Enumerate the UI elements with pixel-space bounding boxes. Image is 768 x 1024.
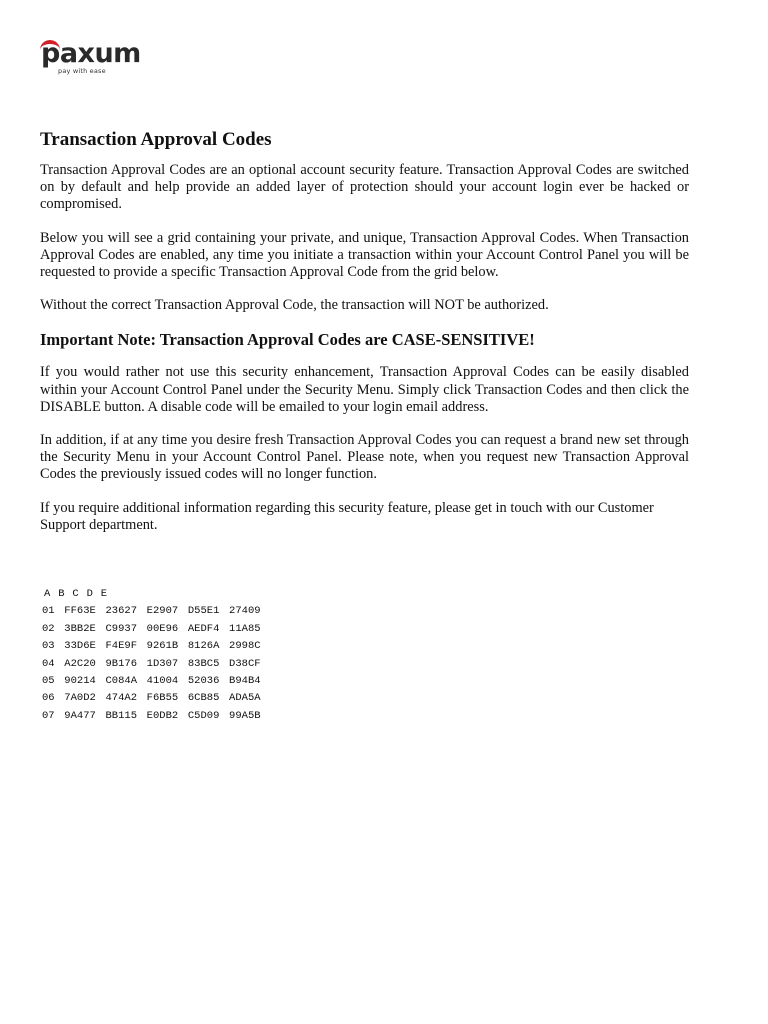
grid-code-cell: 7A0D2 bbox=[58, 692, 96, 705]
grid-column-header: D bbox=[86, 588, 93, 600]
grid-code-cell: 9B176 bbox=[99, 657, 137, 670]
grid-code-cell: F4E9F bbox=[99, 640, 137, 653]
logo-wordmark: paxum bbox=[41, 38, 141, 69]
grid-column-header: B bbox=[58, 588, 65, 600]
grid-row bbox=[42, 638, 264, 655]
grid-code-cell: 41004 bbox=[140, 675, 179, 688]
grid-row-label: 03 bbox=[42, 640, 55, 653]
logo-tagline: pay with ease bbox=[58, 67, 106, 75]
grid-code-cell: 3BB2E bbox=[58, 622, 96, 635]
grid-code-cell: 1D307 bbox=[140, 657, 179, 670]
grid-row bbox=[42, 673, 264, 690]
grid-row bbox=[42, 708, 264, 725]
grid-code-cell: 33D6E bbox=[58, 640, 96, 653]
grid-code-cell: 6CB85 bbox=[181, 692, 220, 705]
grid-header-row bbox=[42, 586, 264, 603]
grid-row-label: 01 bbox=[42, 605, 55, 618]
paragraph-support-contact: If you require additional information regarding this security feature, please get in touch with our Customer Support department. bbox=[40, 499, 654, 533]
grid-row bbox=[42, 603, 264, 620]
grid-column-header: E bbox=[100, 588, 108, 600]
grid-code-cell: 52036 bbox=[181, 675, 220, 688]
grid-code-cell: C084A bbox=[99, 675, 137, 688]
grid-row bbox=[42, 621, 264, 638]
grid-code-cell: C5D09 bbox=[181, 709, 220, 722]
grid-code-cell: 90214 bbox=[58, 675, 96, 688]
grid-code-cell: 11A85 bbox=[222, 622, 261, 635]
approval-code-grid bbox=[42, 586, 264, 725]
paxum-logo bbox=[38, 38, 150, 78]
grid-code-cell: 00E96 bbox=[140, 622, 179, 635]
important-note: Important Note: Transaction Approval Codes are CASE-SENSITIVE! bbox=[40, 330, 535, 350]
grid-row-label: 07 bbox=[42, 709, 55, 722]
paragraph-grid-explanation: Below you will see a grid containing your private, and unique, Transaction Approval Codes. When Transaction Approval Codes are enabled, any time you initiate a transaction within your Account Control Panel you will be requested to provide a specific Transaction Approval Code from the grid below. bbox=[40, 229, 689, 281]
grid-code-cell: C9937 bbox=[99, 622, 137, 635]
grid-code-cell: F6B55 bbox=[140, 692, 179, 705]
grid-code-cell: 474A2 bbox=[99, 692, 137, 705]
paragraph-fresh-codes: In addition, if at any time you desire fresh Transaction Approval Codes you can request a brand new set through the Security Menu in your Account Control Panel. Please note, when you request new Transaction Approval Codes the previously issued codes will no longer function. bbox=[40, 432, 689, 483]
grid-row bbox=[42, 690, 264, 707]
grid-column-header: A bbox=[44, 588, 51, 600]
grid-code-cell: B94B4 bbox=[222, 675, 261, 688]
grid-code-cell: 23627 bbox=[99, 605, 137, 618]
grid-row-label: 06 bbox=[42, 692, 55, 705]
grid-code-cell: ADA5A bbox=[222, 692, 261, 705]
grid-code-cell: D38CF bbox=[222, 657, 261, 670]
grid-code-cell: 27409 bbox=[222, 605, 261, 618]
grid-code-cell: FF63E bbox=[58, 605, 96, 618]
grid-code-cell: BB115 bbox=[99, 709, 137, 722]
grid-code-cell: 2998C bbox=[222, 640, 261, 653]
paragraph-authorization-warning: Without the correct Transaction Approval Code, the transaction will NOT be authorized. bbox=[40, 297, 549, 314]
paragraph-disable-instructions: If you would rather not use this security enhancement, Transaction Approval Codes can be easily disabled within your Account Control Panel under the Security Menu. Simply click Transaction Codes and then click the DISABLE button. A disable code will be emailed to your login email address. bbox=[40, 364, 689, 415]
grid-row-label: 05 bbox=[42, 675, 55, 688]
grid-code-cell: D55E1 bbox=[181, 605, 220, 618]
grid-code-cell: A2C20 bbox=[58, 657, 96, 670]
grid-code-cell: 99A5B bbox=[222, 709, 261, 722]
grid-code-cell: E0DB2 bbox=[140, 709, 179, 722]
grid-code-cell: 9261B bbox=[140, 640, 179, 653]
grid-column-header: C bbox=[72, 588, 79, 600]
grid-body bbox=[42, 603, 264, 725]
document-body bbox=[40, 128, 689, 550]
grid-code-cell: E2907 bbox=[140, 605, 179, 618]
grid-code-cell: 8126A bbox=[181, 640, 220, 653]
grid-row-label: 04 bbox=[42, 657, 55, 670]
paragraph-intro: Transaction Approval Codes are an optional account security feature. Transaction Approval Codes are switched on by default and help provide an added layer of protection should your account login ever be hacked or compromised. bbox=[40, 162, 689, 213]
grid-row bbox=[42, 656, 264, 673]
page-title: Transaction Approval Codes bbox=[40, 129, 272, 150]
grid-code-cell: 83BC5 bbox=[181, 657, 220, 670]
grid-code-cell: AEDF4 bbox=[181, 622, 220, 635]
grid-code-cell: 9A477 bbox=[58, 709, 96, 722]
grid-row-label: 02 bbox=[42, 622, 55, 635]
